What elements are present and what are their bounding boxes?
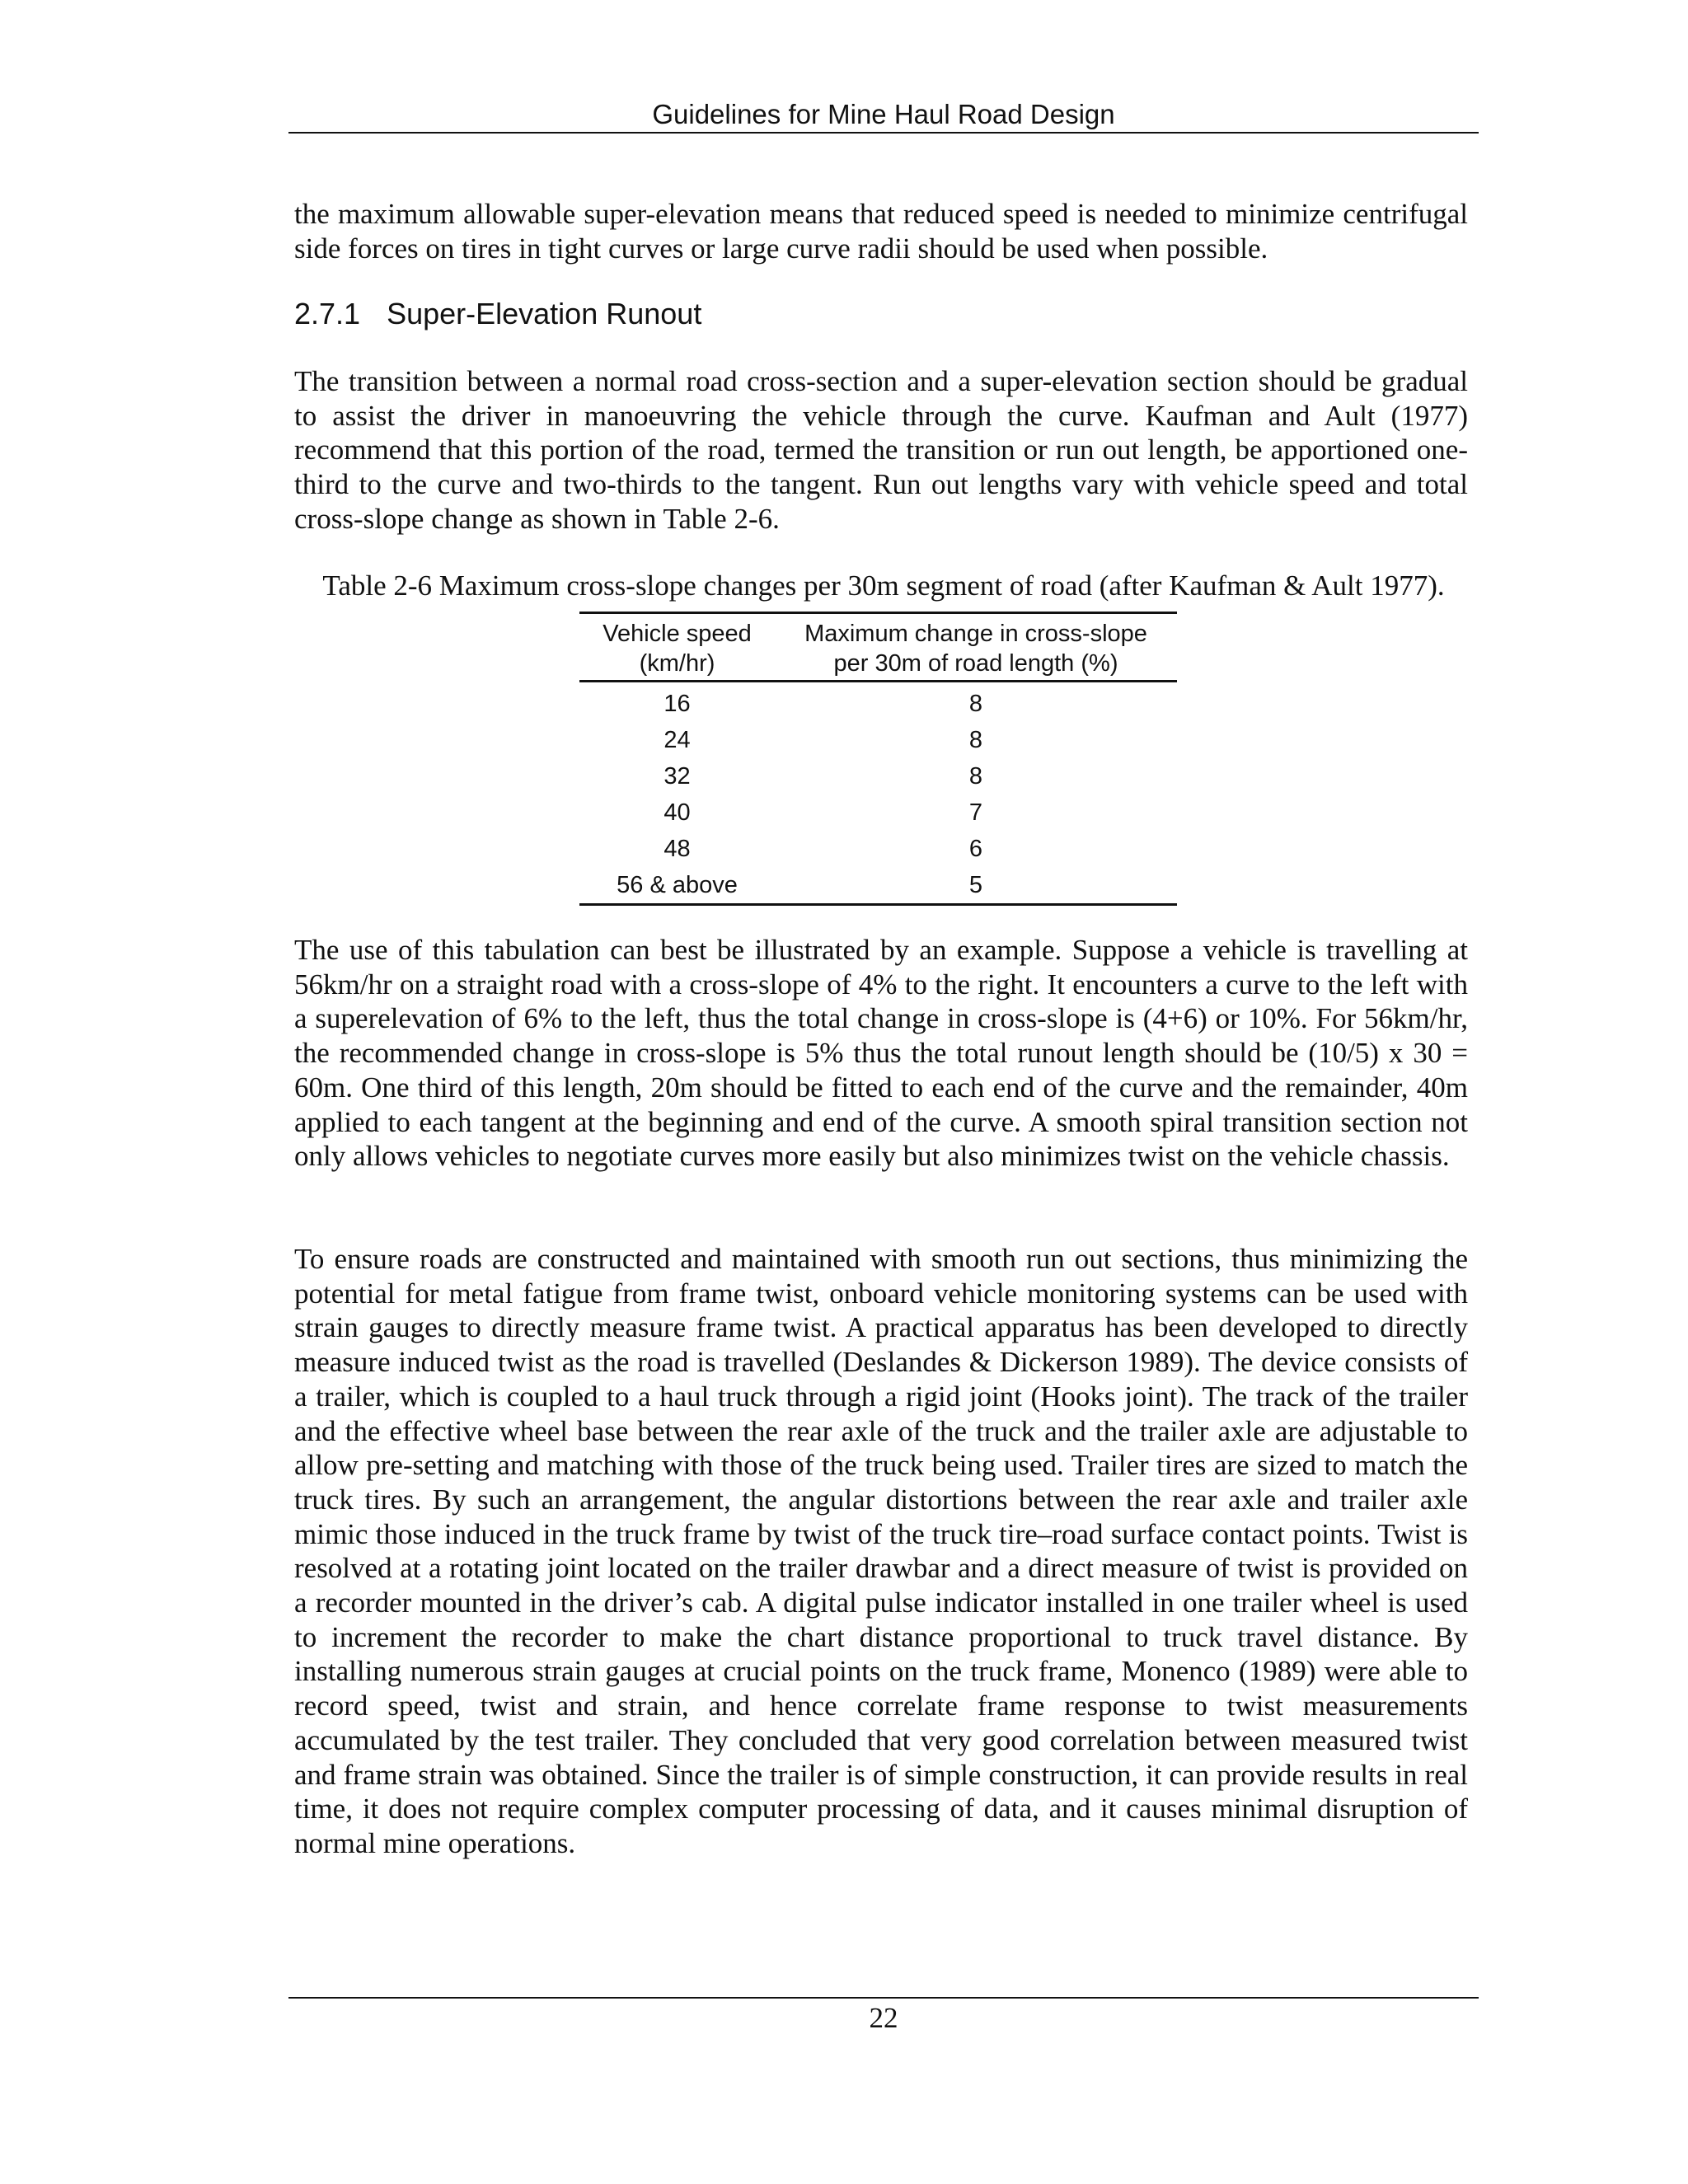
change-cell: 8 (968, 763, 983, 790)
change-cell: 6 (968, 836, 983, 862)
table-row (579, 722, 1177, 758)
table-row (579, 758, 1177, 794)
table-caption: Table 2-6 Maximum cross-slope changes per 30m segment of road (after Kaufman & Ault 1977). (322, 569, 1445, 602)
table-row (579, 831, 1177, 867)
speed-cell: 40 (663, 799, 691, 826)
example-paragraph: The use of this tabulation can best be illustrated by an example. Suppose a vehicle is travelling at 56km/hr on a straight road with a cross-slope of 4% to the right. It encounters a curve to the left with a superelevation of 6% to the left, thus the total change in cross-slope is (4+6) or 10%. For 56km/hr, the recommended change in cross-slope is 5% thus the total runout length should be (10/5) x 30 = 60m. One third of this length, 20m should be fitted to each end of the curve and the remainder, 40m applied to each tangent at the beginning and end of the curve. A smooth spiral transition section not only allows vehicles to negotiate curves more easily but also minimizes twist on the vehicle chassis. (294, 934, 1468, 1173)
column-header-line: Maximum change in cross-slope (804, 621, 1147, 647)
speed-cell: 16 (663, 691, 691, 717)
section-heading (294, 293, 701, 335)
page-number: 22 (869, 2002, 898, 2034)
twist-measurement-paragraph: To ensure roads are constructed and maintained with smooth run out sections, thus minimizing the potential for metal fatigue from frame twist, onboard vehicle monitoring systems can be used with strain gauges to directly measure frame twist. A practical apparatus has been developed to directly measure induced twist as the road is travelled (Deslandes & Dickerson 1989). The device consists of a trailer, which is coupled to a haul truck through a rigid joint (Hooks joint). The track of the trailer and the effective wheel base between the rear axle of the truck and the trailer axle are adjustable to allow pre-setting and matching with those of the truck being used. Trailer tires are sized to match the truck tires. By such an arrangement, the angular distortions between the rear axle and trailer axle mimic those induced in the truck frame by twist of the truck tire–road surface contact points. Twist is resolved at a rotating joint located on the trailer drawbar and a direct measure of twist is provided on a recorder mounted in the driver’s cab. A digital pulse indicator installed in one trailer wheel is used to increment the recorder to make the chart distance proportional to truck travel distance. By installing numerous strain gauges at crucial points on the truck frame, Monenco (1989) were able to record speed, twist and strain, and hence correlate frame response to twist measurements accumulated by the test trailer. They concluded that very good correlation between measured twist and frame strain was obtained. Since the trailer is of simple construction, it can provide results in real time, it does not require complex computer processing of data, and it causes minimal disruption of normal mine operations. (294, 1243, 1468, 1859)
change-cell: 5 (775, 867, 1177, 905)
cross-slope-table (579, 612, 1177, 906)
column-header-line: Vehicle speed (603, 621, 752, 647)
header-rule (288, 132, 1479, 134)
intro-paragraph: the maximum allowable super-elevation means that reduced speed is needed to minimize centrifugal side forces on tires in tight curves or large curve radii should be used when possible. (294, 198, 1468, 265)
table-row (579, 867, 1177, 905)
column-header-line: per 30m of road length (%) (833, 650, 1118, 677)
table-row (579, 682, 1177, 723)
section-title: Super-Elevation Runout (387, 297, 702, 330)
footer-rule (288, 1997, 1479, 1999)
speed-cell: 32 (663, 763, 691, 790)
table-row (579, 794, 1177, 831)
section-number: 2.7.1 (294, 297, 361, 330)
column-header-max-change (775, 613, 1177, 682)
transition-paragraph: The transition between a normal road cross-section and a super-elevation section should be gradual to assist the driver in manoeuvring the vehicle through the curve. Kaufman and Ault (1977) recommend that this portion of the road, termed the transition or run out length, be apportioned one-third to the curve and two-thirds to the tangent. Run out lengths vary with vehicle speed and total cross-slope change as shown in Table 2-6. (294, 365, 1468, 535)
column-header-vehicle-speed (579, 613, 775, 682)
column-header-line: (km/hr) (639, 650, 715, 677)
table-header-row (579, 613, 1177, 682)
change-cell: 8 (968, 727, 983, 753)
change-cell: 7 (968, 799, 983, 826)
speed-cell: 56 & above (579, 867, 775, 905)
speed-cell: 24 (663, 727, 691, 753)
running-header: Guidelines for Mine Haul Road Design (652, 99, 1115, 129)
speed-cell: 48 (663, 836, 691, 862)
change-cell: 8 (968, 691, 983, 717)
